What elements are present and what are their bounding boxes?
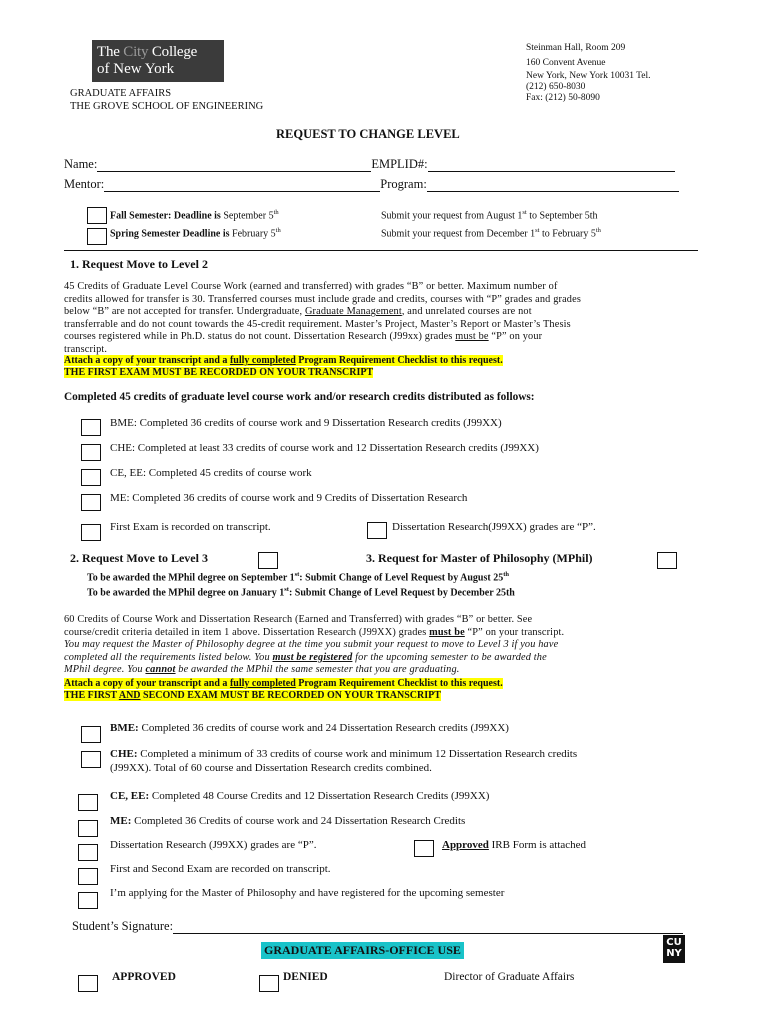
irb-form-label: Approved IRB Form is attached xyxy=(442,839,587,851)
me-level3-checkbox[interactable] xyxy=(78,820,98,837)
attach-notice-2: Attach a copy of your transcript and a fully completed Program Requirement Checklist to this request. xyxy=(64,678,503,689)
fax-number: Fax: (212) 50-8090 xyxy=(526,93,600,103)
mphil-applying-label: I’m applying for the Master of Philosophy and have registered for the upcoming semester xyxy=(110,887,505,899)
dissertation-p-checkbox[interactable] xyxy=(367,522,387,539)
level3-checkbox[interactable] xyxy=(258,552,278,569)
mentor-line[interactable] xyxy=(104,191,380,192)
first-exam-label: First Exam is recorded on transcript. xyxy=(110,521,271,533)
section-1-paragraph: 45 Credits of Graduate Level Course Work (earned and transferred) with grades “B” or better. Maximum number of credits allowed for transfer is 30. Transferred courses must include grade and credits, courses with “P” grades and grades below “B” are not accepted for transfer. Undergraduate, Graduate Management, and unrelated courses are not transferrable and do not count towards the 45-credit requirement. Master’s Project, Master’s Report or Master’s Thesis courses registered while in Ph.D. status do not count. Dissertation Research (J99xx) grades must be “P” on your transcript. xyxy=(64,281,581,355)
address-line: 160 Convent Avenue xyxy=(526,58,606,68)
me-level2-checkbox[interactable] xyxy=(81,494,101,511)
attach-notice: Attach a copy of your transcript and a fully completed Program Requirement Checklist to this request. xyxy=(64,355,503,366)
both-exams-checkbox[interactable] xyxy=(78,868,98,885)
mentor-field[interactable] xyxy=(64,177,679,192)
section-2-paragraph: 60 Credits of Course Work and Dissertation Research (Earned and Transferred) with grades “B” or better. See course/credit criteria detailed in item 1 above. Dissertation Research (J99XX) grades must be “P” on your transcript. You may request the Master of Philosophy degree at the time you submit your request to move to Level 3 if you have completed all the requirements listed below. You must be registered for the upcoming semester to be awarded the MPhil degree. You cannot be awarded the MPhil the same semester that you are graduating. xyxy=(64,614,565,676)
department-name: GRADUATE AFFAIRS xyxy=(70,88,172,99)
dissertation-p-level3-label: Dissertation Research (J99XX) grades are “P”. xyxy=(110,839,317,851)
fall-window: Submit your request from August 1st to September 5th xyxy=(381,209,598,222)
ce-ee-level3-checkbox[interactable] xyxy=(78,794,98,811)
ce-ee-level2-label: CE, EE: Completed 45 credits of course work xyxy=(110,467,312,479)
logo-text: of New York xyxy=(97,61,175,77)
program-line[interactable] xyxy=(427,191,679,192)
september-deadline: To be awarded the MPhil degree on September 1st: Submit Change of Level Request by August 25th xyxy=(87,571,509,584)
form-title: REQUEST TO CHANGE LEVEL xyxy=(276,127,460,141)
address-line: New York, New York 10031 Tel. xyxy=(526,71,651,81)
section-3-heading: 3. Request for Master of Philosophy (MPhil) xyxy=(366,551,593,565)
bme-level2-label: BME: Completed 36 credits of course work and 9 Dissertation Research credits (J99XX) xyxy=(110,417,502,429)
name-field[interactable] xyxy=(64,157,675,172)
phone-number: (212) 650-8030 xyxy=(526,82,586,92)
ce-ee-level3-label: CE, EE: Completed 48 Course Credits and 12 Dissertation Research Credits (J99XX) xyxy=(110,790,490,802)
both-exams-notice: THE FIRST AND SECOND EXAM MUST BE RECORDED ON YOUR TRANSCRIPT xyxy=(64,690,441,701)
emplid-label: EMPLID#: xyxy=(371,157,428,171)
signature-line[interactable] xyxy=(173,933,683,934)
emplid-line[interactable] xyxy=(428,171,675,172)
first-exam-checkbox[interactable] xyxy=(81,524,101,541)
first-exam-notice: THE FIRST EXAM MUST BE RECORDED ON YOUR TRANSCRIPT xyxy=(64,367,374,378)
name-line[interactable] xyxy=(97,171,371,172)
cuny-logo: CU NY xyxy=(663,935,685,963)
bme-level3-checkbox[interactable] xyxy=(81,726,101,743)
section-1-heading: 1. Request Move to Level 2 xyxy=(70,257,208,271)
january-deadline: To be awarded the MPhil degree on January 1st: Submit Change of Level Request by December 25th xyxy=(87,586,515,599)
address-line: Steinman Hall, Room 209 xyxy=(526,43,626,53)
signature-field[interactable] xyxy=(72,919,683,934)
both-exams-label: First and Second Exam are recorded on transcript. xyxy=(110,863,331,875)
denied-checkbox[interactable] xyxy=(259,975,279,992)
mphil-checkbox[interactable] xyxy=(657,552,677,569)
program-label: Program: xyxy=(380,177,427,191)
denied-label: DENIED xyxy=(283,971,328,983)
divider xyxy=(64,250,698,251)
signature-label: Student’s Signature: xyxy=(72,919,174,933)
bme-level3-label: BME: Completed 36 credits of course work and 24 Dissertation Research credits (J99XX) xyxy=(110,722,509,734)
approved-checkbox[interactable] xyxy=(78,975,98,992)
approved-label: APPROVED xyxy=(112,971,176,983)
me-level3-label: ME: Completed 36 Credits of course work and 24 Dissertation Research Credits xyxy=(110,815,466,827)
office-use-title: GRADUATE AFFAIRS-OFFICE USE xyxy=(261,942,464,959)
che-level2-checkbox[interactable] xyxy=(81,444,101,461)
mphil-applying-checkbox[interactable] xyxy=(78,892,98,909)
completed-45-heading: Completed 45 credits of graduate level course work and/or research credits distributed as follows: xyxy=(64,391,535,403)
che-level2-label: CHE: Completed at least 33 credits of course work and 12 Dissertation Research credits (J99XX) xyxy=(110,442,539,454)
spring-window: Submit your request from December 1st to February 5th xyxy=(381,227,601,240)
section-2-heading: 2. Request Move to Level 3 xyxy=(70,551,208,565)
ce-ee-level2-checkbox[interactable] xyxy=(81,469,101,486)
dissertation-p-level3-checkbox[interactable] xyxy=(78,844,98,861)
name-label: Name: xyxy=(64,157,98,171)
logo-text: The xyxy=(97,44,124,60)
che-level3-label: CHE: Completed a minimum of 33 credits of course work and minimum 12 Dissertation Research credits (J99XX). Total of 60 course and Dissertation Research credits combined. xyxy=(110,748,578,774)
director-label: Director of Graduate Affairs xyxy=(444,971,575,983)
irb-form-checkbox[interactable] xyxy=(414,840,434,857)
ccny-logo xyxy=(92,40,224,82)
bme-level2-checkbox[interactable] xyxy=(81,419,101,436)
spring-semester-checkbox[interactable] xyxy=(87,228,107,245)
logo-text-accent: City xyxy=(123,44,149,60)
mentor-label: Mentor: xyxy=(64,177,105,191)
fall-semester-checkbox[interactable] xyxy=(87,207,107,224)
fall-deadline: Fall Semester: Deadline is September 5th xyxy=(110,209,279,222)
dissertation-p-label: Dissertation Research(J99XX) grades are “P”. xyxy=(392,521,596,533)
school-name: THE GROVE SCHOOL OF ENGINEERING xyxy=(70,101,264,112)
me-level2-label: ME: Completed 36 credits of course work and 9 Credits of Dissertation Research xyxy=(110,492,468,504)
logo-text: College xyxy=(148,44,198,60)
spring-deadline: Spring Semester Deadline is February 5th xyxy=(110,227,281,240)
che-level3-checkbox[interactable] xyxy=(81,751,101,768)
